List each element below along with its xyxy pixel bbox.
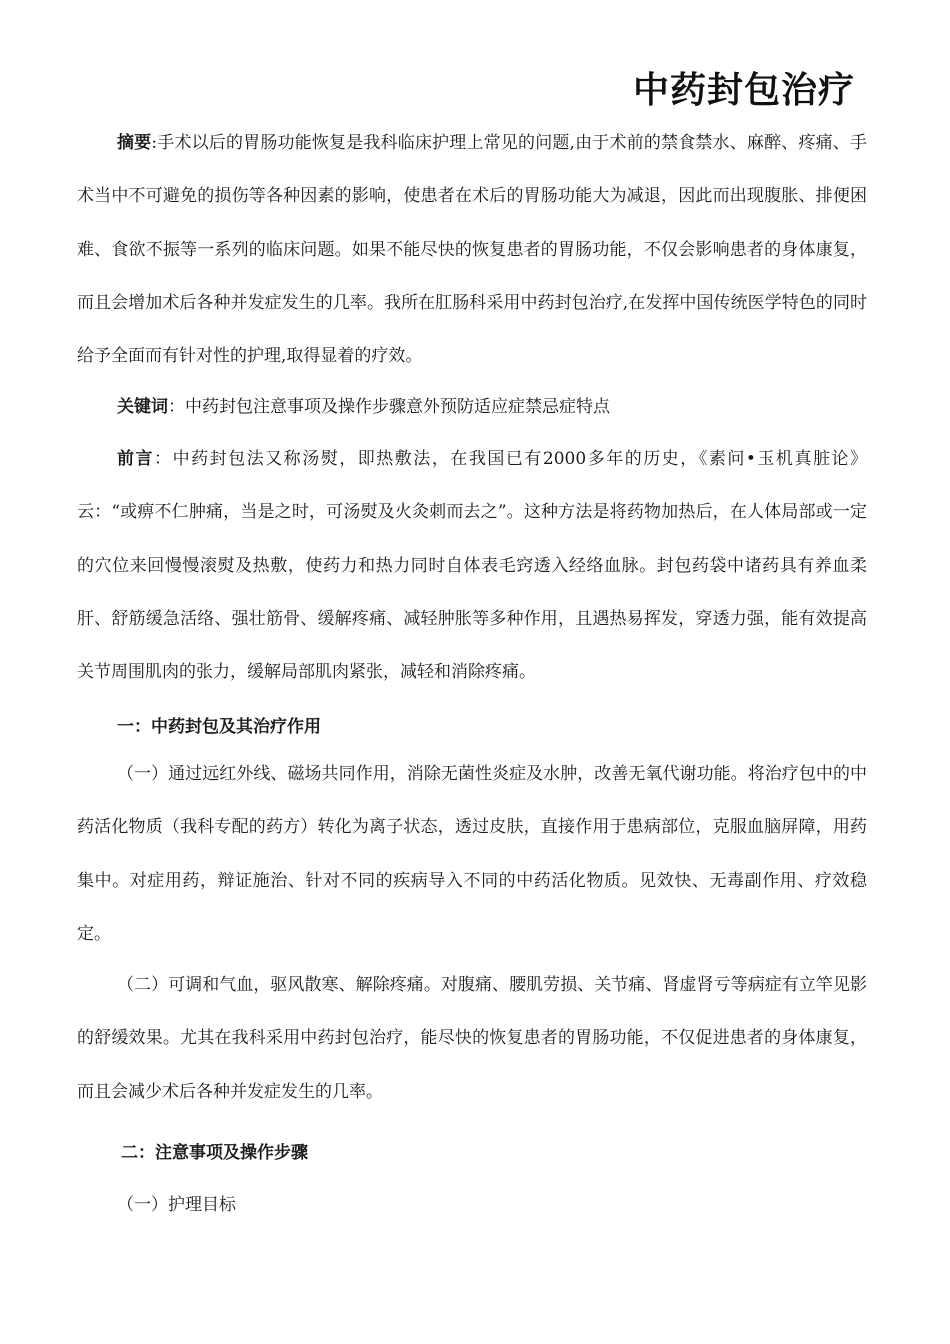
preface-paragraph [77, 433, 867, 699]
section1-paragraph-1: （一）通过远红外线、磁场共同作用，消除无菌性炎症及水肿，改善无氧代谢功能。将治疗包中的中药活化物质（我科专配的药方）转化为离子状态，透过皮肤，直接作用于患病部位，克服血脑屏障，用药集中。对症用药，辩证施治、针对不同的疾病导入不同的中药活化物质。见效快、无毒副作用、疗效稳定。 [77, 764, 867, 944]
section2-heading: 二：注意事项及操作步骤 [121, 1143, 308, 1163]
section2-item-1: （一）护理目标 [117, 1195, 236, 1215]
keywords-paragraph [77, 381, 867, 434]
document-title: 中药封包治疗 [632, 70, 855, 111]
abstract-text: :手术以后的胃肠功能恢复是我科临床护理上常见的问题,由于术前的禁食禁水、麻醉、疼痛、手术当中不可避免的损伤等各种因素的影响，使患者在术后的胃肠功能大为减退，因此而出现腹胀、排便困难、食欲不振等一系列的临床问题。如果不能尽快的恢复患者的胃肠功能，不仅会影响患者的身体康复，而且会增加术后各种并发症发生的几率。我所在肛肠科采用中药封包治疗,在发挥中国传统医学特色的同时给予全面而有针对性的护理,取得显着的疗效。 [77, 133, 867, 367]
keywords-text: ：中药封包注意事项及操作步骤意外预防适应症禁忌症特点 [168, 397, 610, 417]
preface-label: 前言 [117, 449, 155, 469]
abstract-paragraph [77, 117, 867, 383]
preface-text: ：中药封包法又称汤熨，即热敷法，在我国已有2000多年的历史，《素问•玉机真脏论》云：“或痹不仁肿痛，当是之时，可汤熨及火灸刺而去之”。这种方法是将药物加热后，在人体局部或一定的穴位来回慢慢滚熨及热敷，使药力和热力同时自体表毛窍透入经络血脉。封包药袋中诸药具有养血柔肝、舒筋缓急活络、强壮筋骨、缓解疼痛、减轻肿胀等多种作用，且遇热易挥发，穿透力强，能有效提高关节周围肌肉的张力，缓解局部肌肉紧张，减轻和消除疼痛。 [77, 449, 868, 683]
section1-heading: 一：中药封包及其治疗作用 [117, 717, 321, 737]
section1-paragraph-2: （二）可调和气血，驱风散寒、解除疼痛。对腹痛、腰肌劳损、关节痛、肾虚肾亏等病症有立竿见影的舒缓效果。尤其在我科采用中药封包治疗，能尽快的恢复患者的胃肠功能，不仅促进患者的身体康复，而且会减少术后各种并发症发生的几率。 [77, 975, 867, 1102]
abstract-label: 摘要 [117, 133, 152, 153]
keywords-label: 关键词 [117, 397, 168, 417]
